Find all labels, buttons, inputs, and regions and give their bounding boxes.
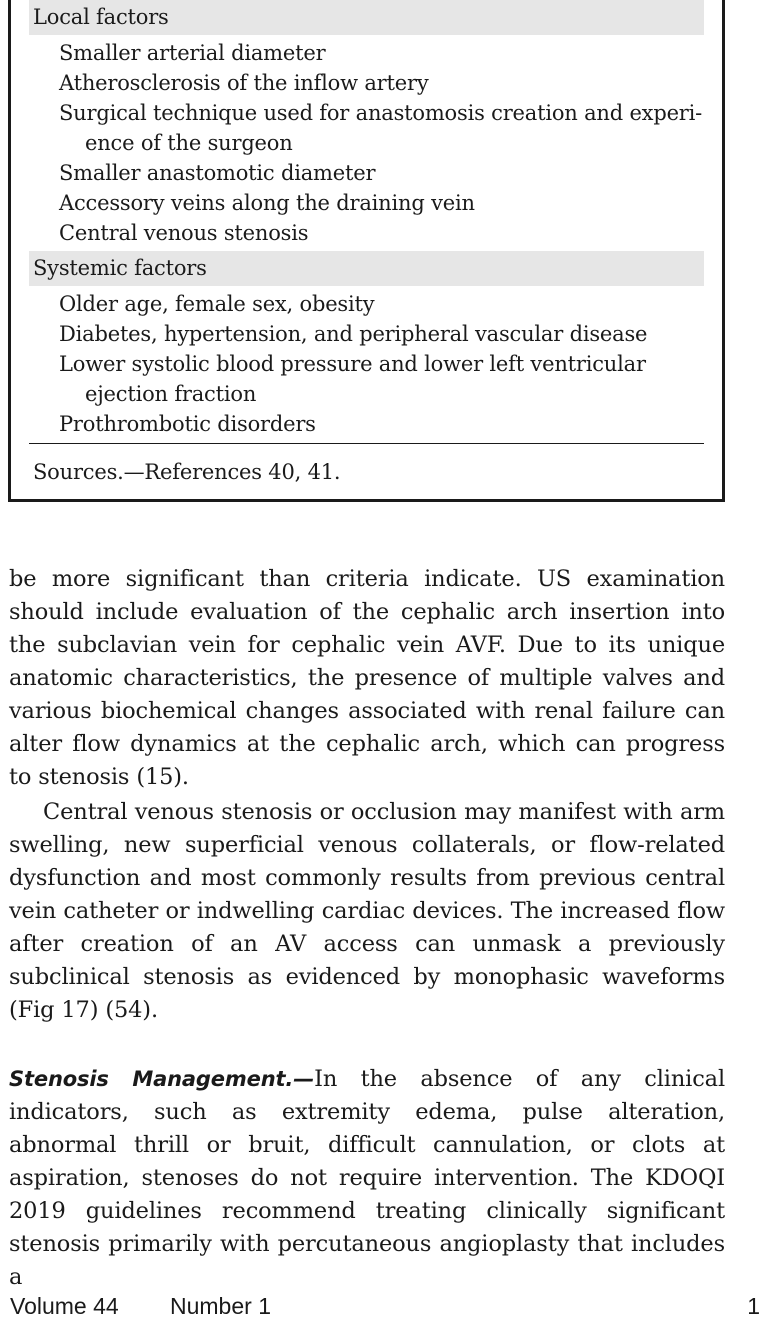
list-item: Prothrombotic disorders [59,412,316,436]
list-item: Surgical technique used for anastomosis creation and experi- ence of the surgeon [59,101,703,155]
footer-volume: Volume 44 [10,1293,119,1319]
list-item: Central venous stenosis [59,221,309,245]
list-item: Smaller anastomotic diameter [59,161,376,185]
section-header-systemic: Systemic factors [29,251,704,286]
risk-factors-table [8,0,725,502]
page-footer [10,1290,758,1322]
body-paragraph-3 [9,1063,725,1294]
body-paragraph-2: Central venous stenosis or occlusion may manifest with arm swelling, new superficial venous collaterals, or flow-related dysfunction and most commonly results from previous central vein catheter or indwelling cardiac devices. The increased flow after creation of an AV access can unmask a previously subclinical stenosis as evidenced by monophasic waveforms (Fig 17) (54). [9,799,725,1023]
section-run-in-heading: Stenosis Management.— [9,1067,315,1091]
paragraph-text: In the absence of any clinical indicators, such as extremity edema, pulse alteration, abnormal thrill or bruit, difficult cannulation, or clots at aspiration, stenoses do not require intervention. The KDOQI 2019 guidelines recommend treating clinically significant stenosis primarily with percutaneous angioplasty that includes a [9,1066,725,1290]
list-item: Diabetes, hypertension, and peripheral vascular disease [59,322,648,346]
list-item: Accessory veins along the draining vein [59,191,475,215]
section-header-local: Local factors [29,0,704,35]
list-item: Lower systolic blood pressure and lower left ventricular ejection fraction [59,352,646,406]
table-source-note: Sources.—References 40, 41. [33,460,341,484]
list-item: Smaller arterial diameter [59,41,326,65]
body-paragraph-1: be more significant than criteria indicate. US examination should include evaluation of the cephalic arch insertion into the subclavian vein for cephalic vein AVF. Due to its unique anatomic characteristics, the presence of multiple valves and various biochemical changes associated with renal failure can alter flow dynamics at the cephalic arch, which can progress to stenosis (15). [9,566,725,790]
page-number: 1 [747,1293,760,1319]
table-bottom-rule [29,443,704,444]
list-item: Older age, female sex, obesity [59,292,375,316]
table-content [29,0,704,487]
footer-number: Number 1 [170,1293,271,1319]
list-item: Atherosclerosis of the inflow artery [59,71,429,95]
